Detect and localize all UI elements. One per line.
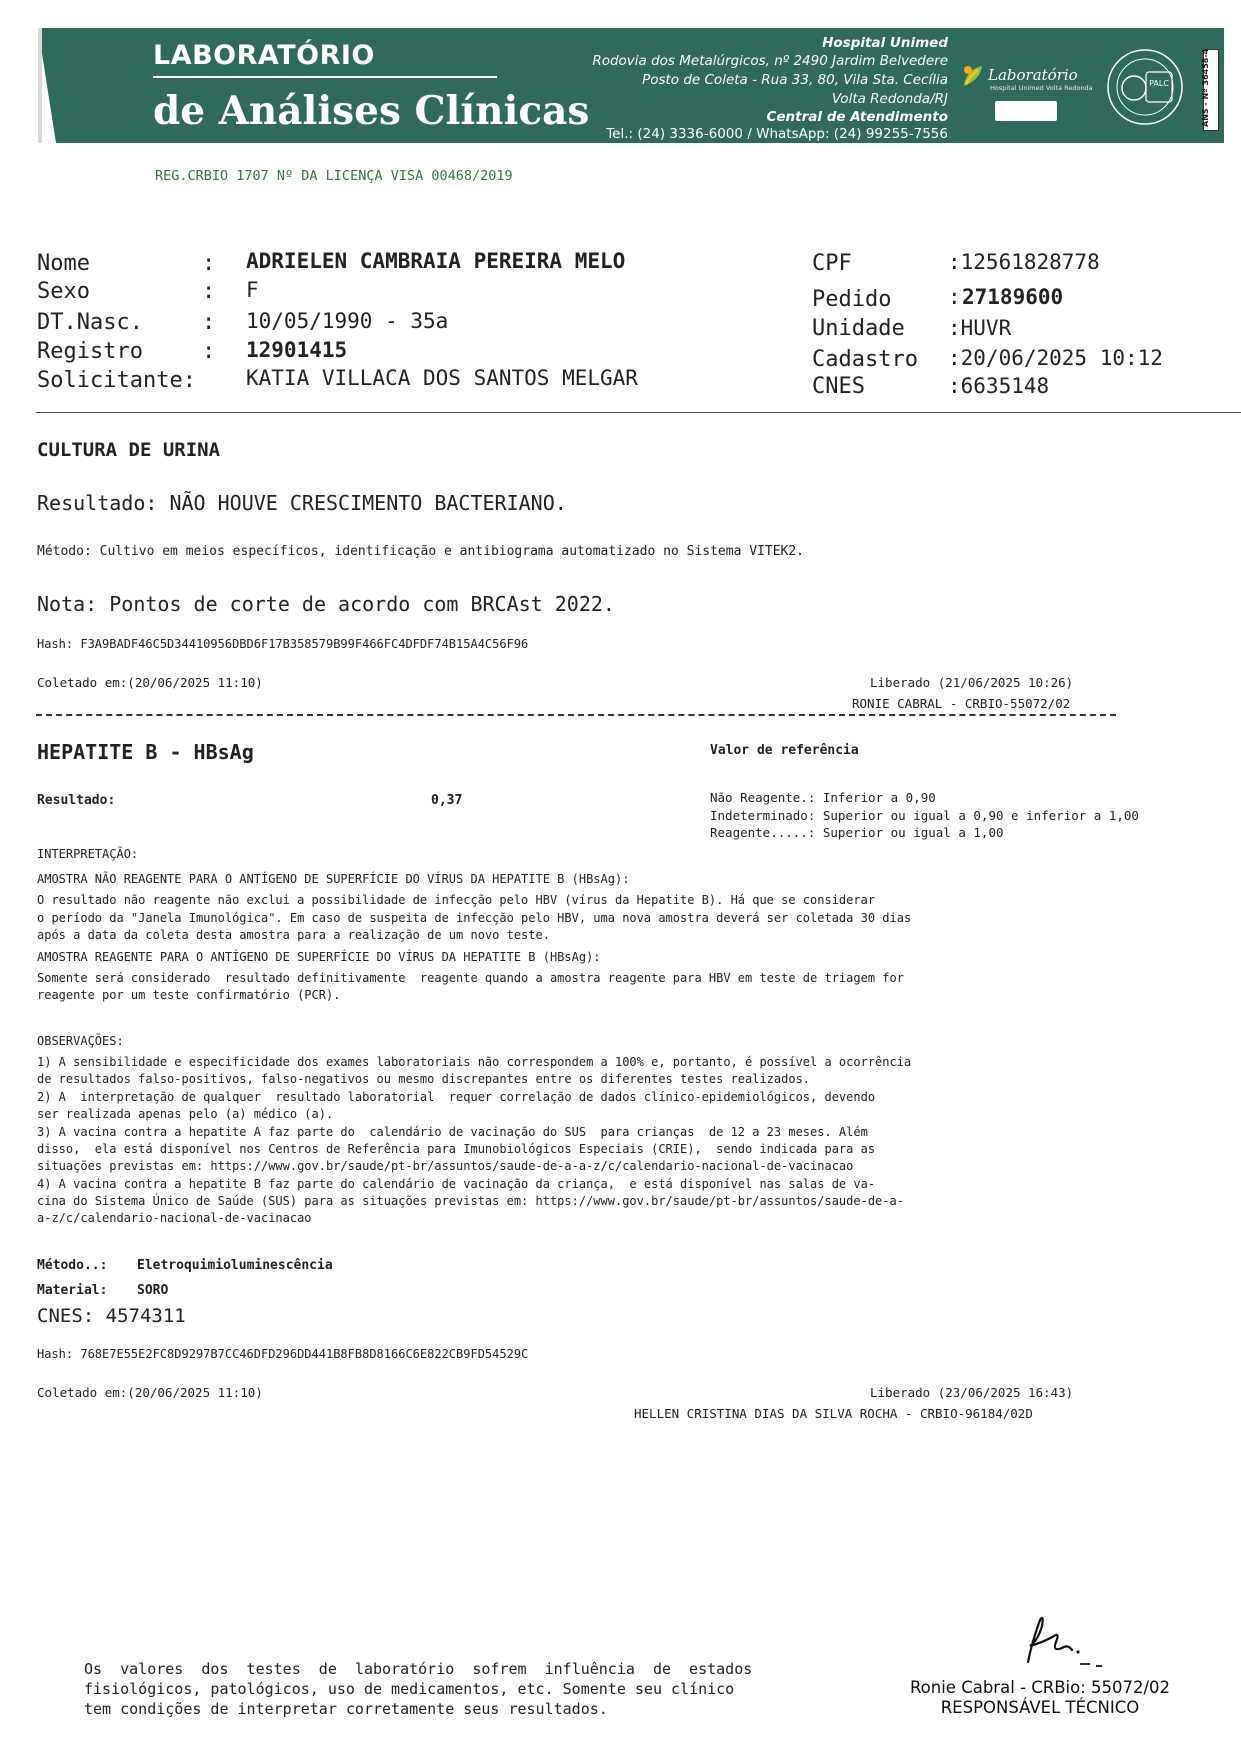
cadastro-value: :20/06/2025 10:12 <box>948 346 1163 370</box>
palc-label: PALC <box>1149 79 1169 88</box>
lab-title-line1: LABORATÓRIO <box>153 40 375 71</box>
registro-colon: : <box>202 339 216 364</box>
palc-seal-icon <box>1106 48 1184 126</box>
obs-line: a-z/c/calendario-nacional-de-vacinacao <box>37 1211 312 1225</box>
nasc-label: DT.Nasc. <box>37 310 143 335</box>
obs-line: de resultados falso-positivos, falso-negativos ou mesmo discrepantes entre os diferentes testes realizados. <box>37 1072 811 1086</box>
obs-line: disso, ela está disponível nos Centros de Referência para Imunobiológicos Especiais (CRIE), sendo indicada para as <box>37 1142 876 1156</box>
reference-title: Valor de referência <box>710 743 859 758</box>
patient-name: ADRIELEN CAMBRAIA PEREIRA MELO <box>246 249 626 273</box>
disclaimer-line: Os valores dos testes de laboratório sofrem influência de estados <box>84 1660 753 1678</box>
solicitante-name: KATIA VILLACA DOS SANTOS MELGAR <box>246 366 638 390</box>
interp-line: AMOSTRA NÃO REAGENTE PARA O ANTÍGENO DE SUPERFÍCIE DO VÍRUS DA HEPATITE B (HBsAg): <box>37 872 630 886</box>
obs-line: situações previstas em: https://www.gov.br/saude/pt-br/assuntos/saude-de-a-a-z/c/calendario-nacional-de-vacinacao <box>37 1159 854 1173</box>
sexo-colon: : <box>202 279 216 304</box>
lab-logo-subtext: Hospital Unimed Volta Redonda <box>990 84 1093 92</box>
signature-role: RESPONSÁVEL TÉCNICO <box>940 1698 1140 1717</box>
reference-line-1: Não Reagente.: Inferior a 0,90 <box>710 790 936 805</box>
hospital-address-1: Rodovia dos Metalúrgicos, nº 2490 Jardim Belvedere <box>592 53 948 69</box>
material-value: SORO <box>137 1283 169 1298</box>
hepatitis-result-label: Resultado: <box>37 793 116 808</box>
material-label: Material: <box>37 1283 108 1298</box>
hepatitis-title: HEPATITE B - HBsAg <box>37 740 254 764</box>
hospital-address-2: Posto de Coleta - Rua 33, 80, Vila Sta. Cecília <box>642 72 948 88</box>
obs-line: cina do Sistema Único de Saúde (SUS) para as situações previstas em: https://www.gov.br/saude/pt-br/assuntos/saude-de-a- <box>37 1194 904 1208</box>
culture-signer: RONIE CABRAL - CRBIO-55072/02 <box>852 696 1071 711</box>
lab-title-line2: de Análises Clínicas <box>153 88 590 134</box>
culture-result: Resultado: NÃO HOUVE CRESCIMENTO BACTERIANO. <box>37 491 567 515</box>
lab-logo-text: Laboratório <box>988 66 1078 84</box>
hospital-city: Volta Redonda/RJ <box>831 91 948 107</box>
registro-label: Registro <box>37 339 143 364</box>
unidade-label: Unidade <box>812 316 905 341</box>
cadastro-label: Cadastro <box>812 347 918 372</box>
ans-number: ANS - Nº 36458-4 <box>1201 48 1210 127</box>
culture-released: Liberado (21/06/2025 10:26) <box>870 675 1074 690</box>
culture-note: Nota: Pontos de corte de acordo com BRCAst 2022. <box>37 592 615 616</box>
nome-label: Nome <box>37 251 90 276</box>
disclaimer-line: fisiológicos, patológicos, uso de medicamentos, etc. Somente seu clínico <box>84 1680 735 1698</box>
cnes-value: :6635148 <box>948 374 1050 398</box>
signature-name: Ronie Cabral - CRBio: 55072/02 <box>909 1678 1171 1697</box>
reference-line-3: Reagente.....: Superior ou igual a 1,00 <box>710 825 1004 840</box>
hepatitis-hash: Hash: 768E7E55E2FC8D9297B7CC46DFD296DD441B8FB8D8166C6E822CB9FD54529C <box>37 1347 529 1361</box>
cnes-label: CNES <box>812 374 865 399</box>
obs-line: 4) A vacina contra a hepatite B faz parte do calendário de vacinação da criança, e está disponível nas salas de va- <box>37 1177 876 1191</box>
patient-birthdate: 10/05/1990 - 35a <box>246 309 449 333</box>
hepatitis-cnes: CNES: 4574311 <box>37 1305 186 1327</box>
culture-hash: Hash: F3A9BADF46C5D34410956DBD6F17B358579B99F466FC4DFDF74B15A4C56F96 <box>37 637 529 651</box>
interp-line: AMOSTRA REAGENTE PARA O ANTÍGENO DE SUPERFÍCIE DO VÍRUS DA HEPATITE B (HBsAg): <box>37 950 601 964</box>
hepatitis-released: Liberado (23/06/2025 16:43) <box>870 1385 1074 1400</box>
hepatitis-signer: HELLEN CRISTINA DIAS DA SILVA ROCHA - CRBIO-96184/02D <box>634 1406 1033 1421</box>
banner-edge <box>38 28 42 143</box>
method-value: Eletroquimioluminescência <box>137 1258 333 1273</box>
nasc-colon: : <box>202 310 216 335</box>
method-label: Método..: <box>37 1258 108 1273</box>
obs-line: OBSERVAÇÕES: <box>37 1034 124 1048</box>
cpf-value: :12561828778 <box>948 250 1100 274</box>
nome-colon: : <box>202 251 216 276</box>
cpf-label: CPF <box>812 251 852 276</box>
patient-sex: F <box>246 278 259 302</box>
hepatitis-result-value: 0,37 <box>431 793 463 808</box>
pedido-colon: : <box>948 285 961 309</box>
patient-registro: 12901415 <box>246 338 348 362</box>
hospital-name: Hospital Unimed <box>822 35 948 51</box>
disclaimer-line: tem condições de interpretar corretamente seus resultados. <box>84 1700 608 1718</box>
pedido-label: Pedido <box>812 287 892 312</box>
unidade-value: :HUVR <box>948 316 1012 340</box>
registration-line: REG.CRBIO 1707 Nº DA LICENÇA VISA 00468/2019 <box>155 168 513 184</box>
lab-accreditation-card <box>995 101 1057 121</box>
interp-line: reagente por um teste confirmatório (PCR). <box>37 988 341 1002</box>
culture-collected: Coletado em:(20/06/2025 11:10) <box>37 675 263 690</box>
lab-leaf-icon <box>960 62 988 90</box>
interp-line: o período da "Janela Imunológica". Em caso de suspeita de infecção pelo HBV, uma nova amostra deverá ser coletada 30 dias <box>37 911 912 925</box>
hepatitis-collected: Coletado em:(20/06/2025 11:10) <box>37 1385 263 1400</box>
interp-line: O resultado não reagente não exclui a possibilidade de infecção pelo HBV (vírus da Hepatite B). Há que se considerar <box>37 893 876 907</box>
section-dashed-divider <box>36 714 1116 716</box>
interp-line: após a data da coleta desta amostra para a realização de um novo teste. <box>37 928 550 942</box>
sexo-label: Sexo <box>37 279 90 304</box>
reference-line-2: Indeterminado: Superior ou igual a 0,90 e inferior a 1,00 <box>710 808 1139 823</box>
pedido-value: 27189600 <box>962 285 1064 309</box>
obs-line: 1) A sensibilidade e especificidade dos exames laboratoriais não correspondem a 100% e, portanto, é possível a ocorrência <box>37 1055 912 1069</box>
interp-line: INTERPRETAÇÃO: <box>37 847 139 861</box>
culture-title: CULTURA DE URINA <box>37 439 221 461</box>
interp-line: Somente será considerado resultado definitivamente reagente quando a amostra reagente para HBV em teste de triagem for <box>37 971 904 985</box>
solicitante-label: Solicitante: <box>37 368 196 393</box>
hospital-phones: Tel.: (24) 3336-6000 / WhatsApp: (24) 99255-7556 <box>606 126 948 142</box>
obs-line: 2) A interpretação de qualquer resultado laboratorial requer correlação de dados clínico-epidemiológicos, devendo <box>37 1090 876 1104</box>
handwritten-signature <box>1010 1612 1120 1672</box>
patient-separator <box>36 412 1241 413</box>
obs-line: ser realizada apenas pelo (a) médico (a). <box>37 1107 334 1121</box>
obs-line: 3) A vacina contra a hepatite A faz parte do calendário de vacinação do SUS para crianças de 12 a 23 meses. Além <box>37 1125 868 1139</box>
culture-method: Método: Cultivo em meios específicos, identificação e antibiograma automatizado no Sistema VITEK2. <box>37 544 805 559</box>
lab-title-divider <box>153 76 497 78</box>
central-atendimento: Central de Atendimento <box>766 109 948 125</box>
